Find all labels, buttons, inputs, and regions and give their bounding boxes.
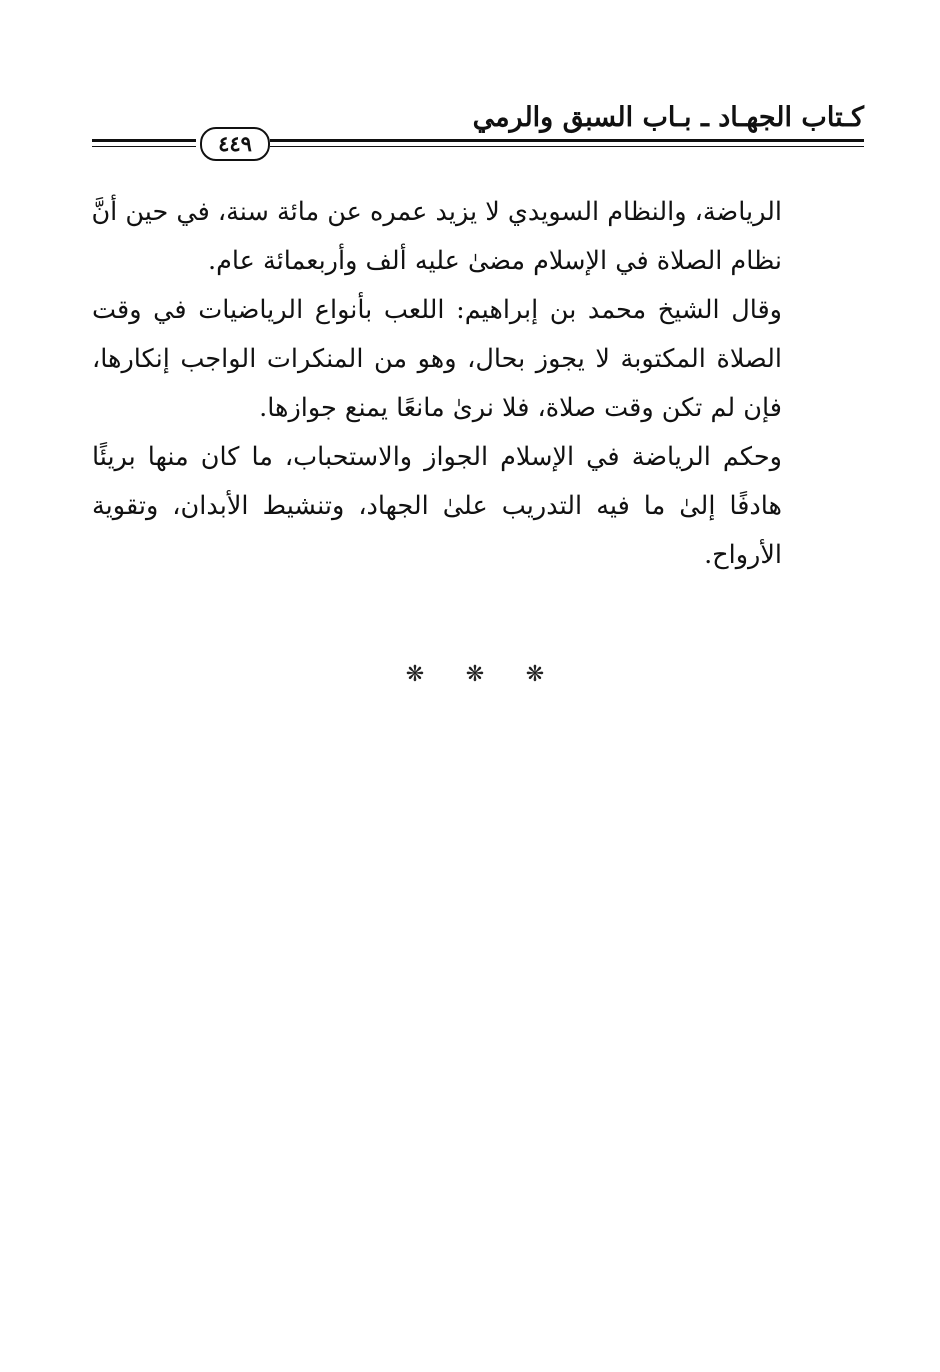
- text-line: هادفًا إلىٰ ما فيه التدريب علىٰ الجهاد، وتنشيط الأبدان، وتقوية: [92, 491, 782, 521]
- asterism-star-icon: ❋: [405, 662, 425, 687]
- section-separator: [395, 658, 555, 692]
- header-rule-right-thick: [270, 139, 864, 142]
- page-number-badge: [200, 127, 270, 161]
- body-text: [92, 188, 782, 580]
- text-line: وحكم الرياضة في الإسلام الجواز والاستحباب، ما كان منها بريئًا: [92, 442, 782, 472]
- running-title: كـتاب الجهـاد ـ بـاب السبق والرمي: [472, 102, 864, 133]
- text-line: نظام الصلاة في الإسلام مضىٰ عليه ألف وأربعمائة عام.: [208, 246, 782, 276]
- header-rule-right-thin: [270, 146, 864, 147]
- page-header: [92, 96, 864, 166]
- header-rule-left-thin: [92, 146, 196, 147]
- asterism-star-icon: ❋: [525, 662, 545, 687]
- header-rule-left-thick: [92, 139, 196, 142]
- asterism-star-icon: ❋: [465, 662, 485, 687]
- text-line: الصلاة المكتوبة لا يجوز بحال، وهو من المنكرات الواجب إنكارها،: [92, 344, 782, 374]
- text-line: الأرواح.: [704, 540, 782, 570]
- text-line: فإن لم تكن وقت صلاة، فلا نرىٰ مانعًا يمنع جوازها.: [259, 393, 782, 423]
- page-number: ٤٤٩: [218, 131, 252, 156]
- text-line: وقال الشيخ محمد بن إبراهيم: اللعب بأنواع الرياضيات في وقت: [92, 295, 782, 325]
- text-line: الرياضة، والنظام السويدي لا يزيد عمره عن مائة سنة، في حين أنَّ: [91, 197, 782, 227]
